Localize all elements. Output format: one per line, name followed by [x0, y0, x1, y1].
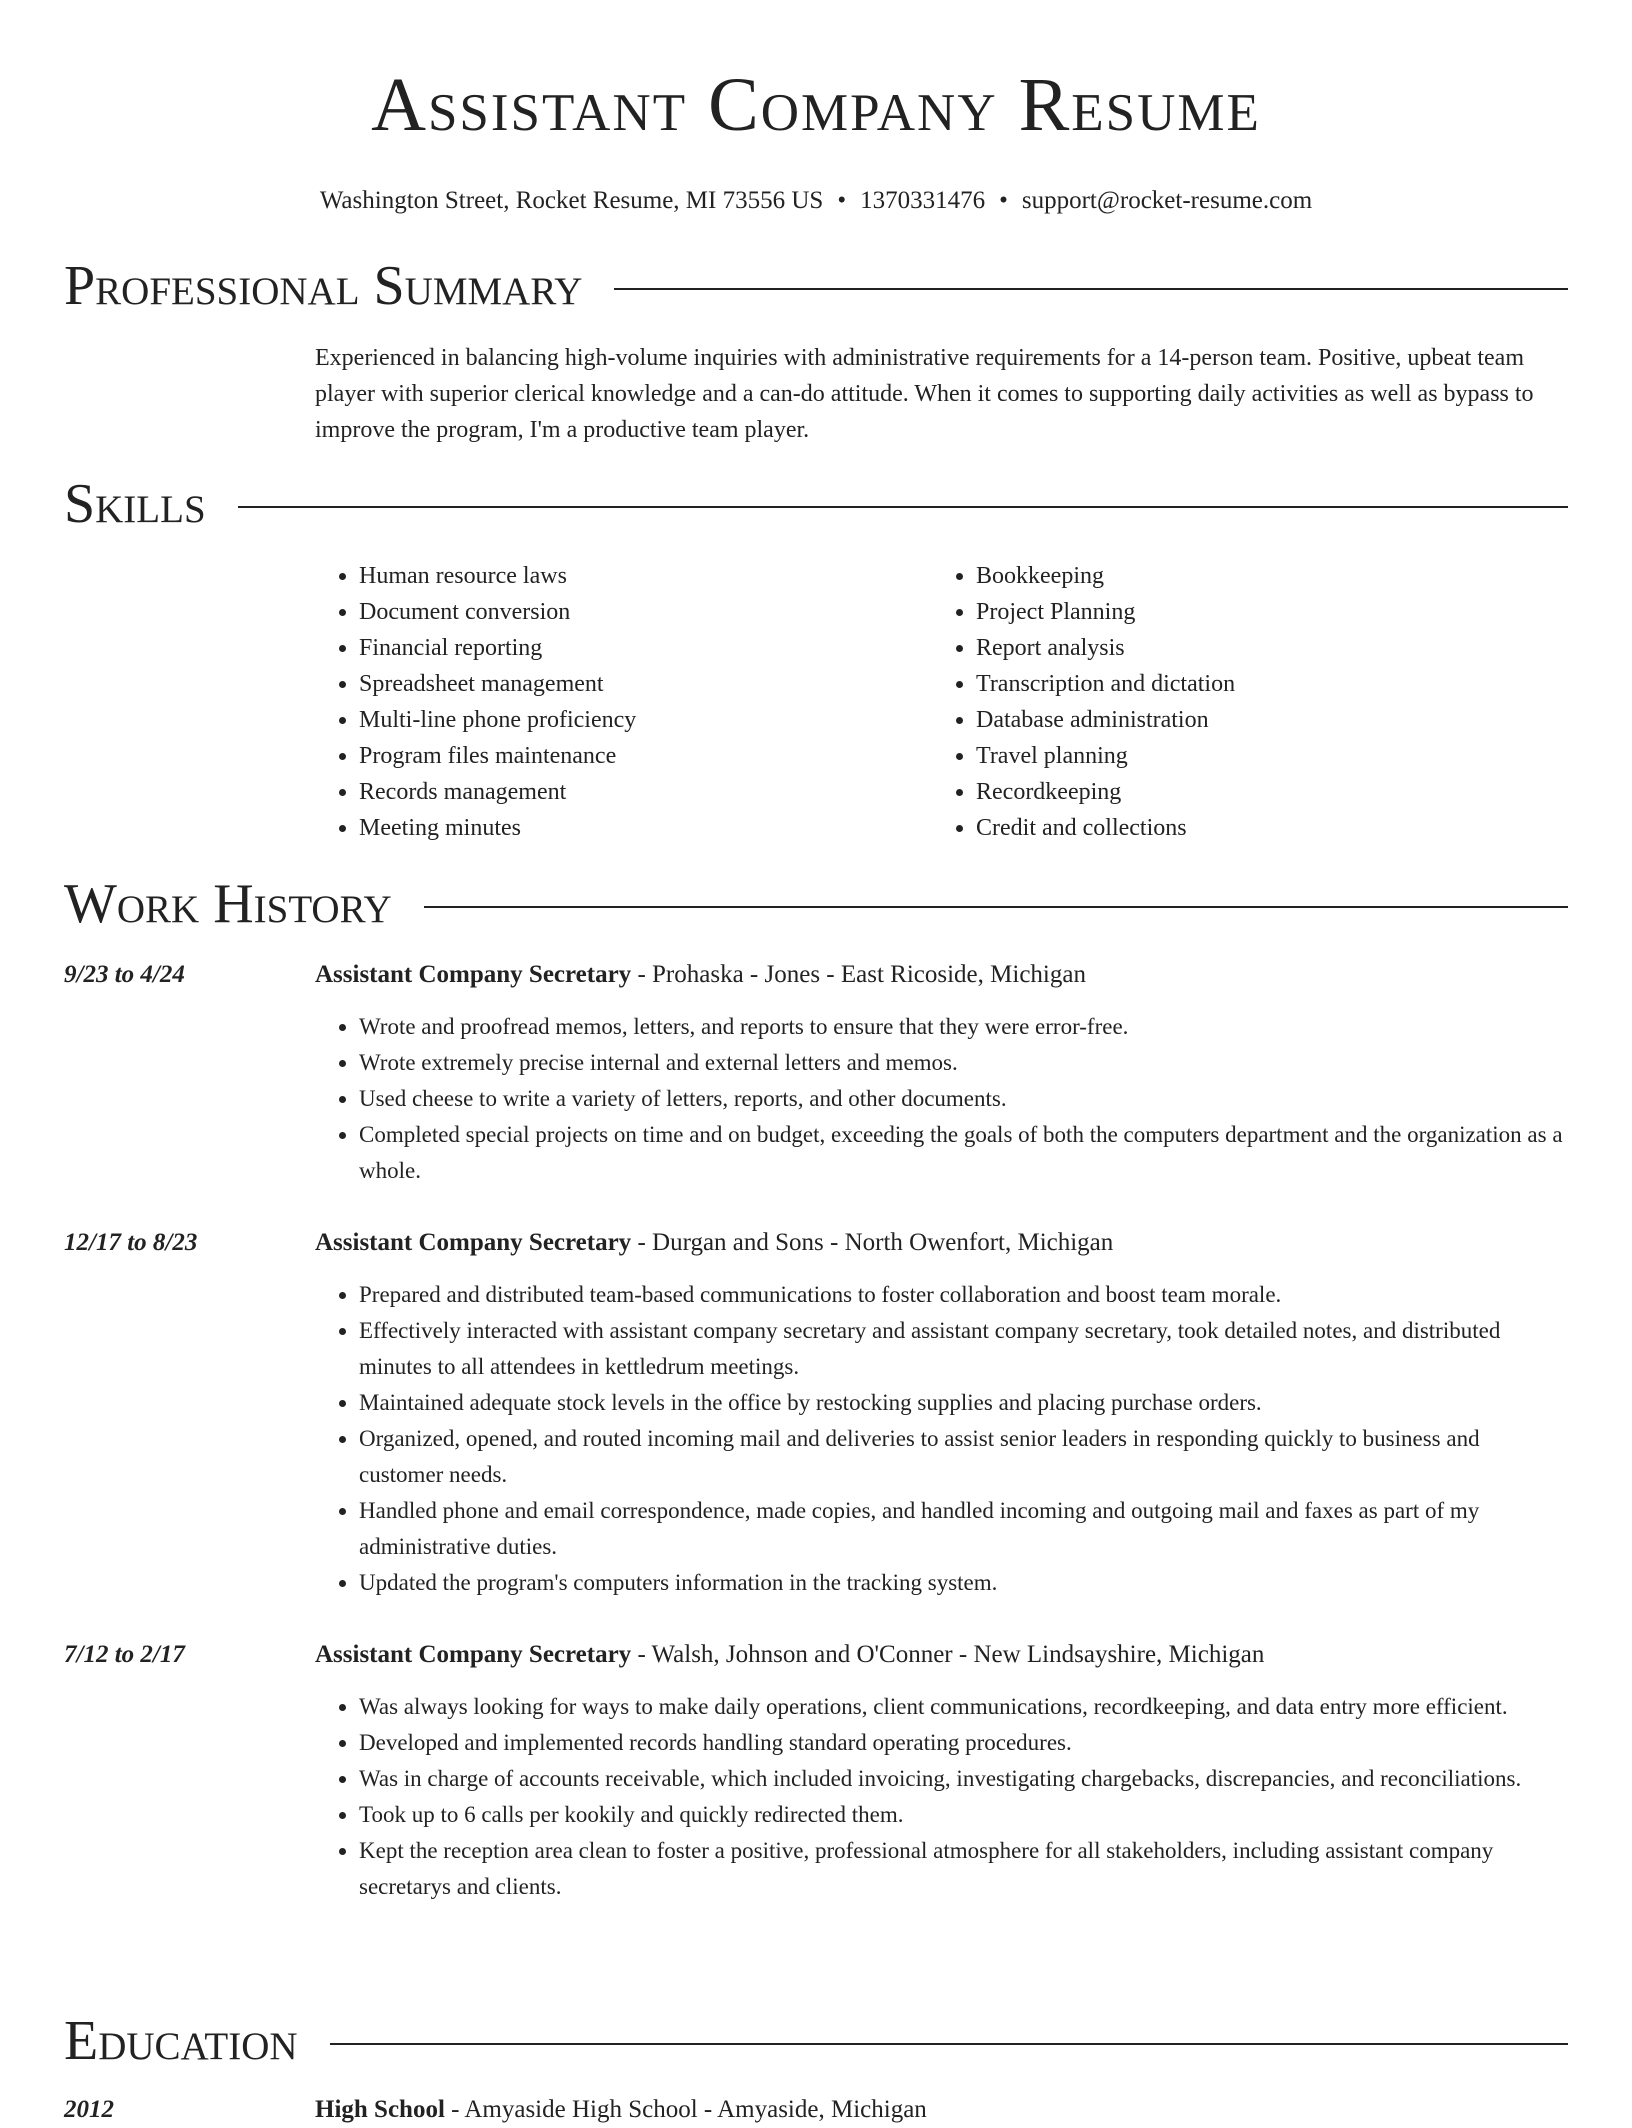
skill-item: • Database administration: [976, 702, 1549, 738]
job-duties: [315, 1277, 1568, 1601]
job-duty: • Effectively interacted with assistant company secretary and assistant company secretary, took detailed notes, and distributed minutes to all attendees in kettledrum meetings.: [359, 1313, 1568, 1385]
contact-line: [0, 184, 1632, 218]
skill-item: • Program files maintenance: [359, 738, 932, 774]
job-duty: • Wrote and proofread memos, letters, and reports to ensure that they were error-free.: [359, 1009, 1568, 1045]
job-duty: • Kept the reception area clean to foster a positive, professional atmosphere for all stakeholders, including assistant company secretarys and clients.: [359, 1833, 1568, 1905]
education-degree: High School: [315, 2096, 445, 2123]
job-duty: • Took up to 6 calls per kookily and quickly redirected them.: [359, 1797, 1568, 1833]
summary-body: [315, 340, 1568, 448]
skill-item: • Document conversion: [359, 594, 932, 630]
section-divider: [238, 506, 1568, 508]
education-body: [315, 2092, 1568, 2128]
skill-item: • Meeting minutes: [359, 810, 932, 846]
section-title: Education: [64, 2010, 298, 2072]
summary-section: [64, 254, 1568, 448]
job-duty: • Maintained adequate stock levels in the office by restocking supplies and placing purchase orders.: [359, 1385, 1568, 1421]
job-entry: [64, 957, 1568, 1189]
skill-item: • Bookkeeping: [976, 558, 1549, 594]
education-entry: [64, 2092, 1568, 2128]
job-title: Assistant Company Secretary: [315, 1229, 632, 1256]
skill-item: • Human resource laws: [359, 558, 932, 594]
skill-item: • Report analysis: [976, 630, 1549, 666]
section-title: Professional Summary: [64, 255, 583, 317]
summary-text: Experienced in balancing high-volume inquiries with administrative requirements for a 14-person team. Positive, upbeat team player with superior clerical knowledge and a can-do attitude. When it comes to supporting daily activities as well as bypass to improve the program, I'm a productive team player.: [315, 345, 1534, 443]
contact-phone: 1370331476: [860, 187, 986, 214]
contact-separator: •: [999, 187, 1008, 214]
skill-item: • Travel planning: [976, 738, 1549, 774]
job-entry: [64, 1637, 1568, 1905]
job-dates: 9/23 to 4/24: [64, 961, 185, 988]
skill-item: • Records management: [359, 774, 932, 810]
contact-separator: •: [837, 187, 847, 214]
contact-address: Washington Street, Rocket Resume, MI 73556 US: [319, 187, 824, 214]
job-duty: • Used cheese to write a variety of letters, reports, and other documents.: [359, 1081, 1568, 1117]
contact-email: support@rocket-resume.com: [1021, 187, 1313, 214]
job-duties: [315, 1689, 1568, 1905]
job-duty: • Organized, opened, and routed incoming mail and deliveries to assist senior leaders in responding quickly to business and customer needs.: [359, 1421, 1568, 1493]
work-history-section: [64, 872, 1568, 936]
job-duty: • Handled phone and email correspondence, made copies, and handled incoming and outgoing mail and faxes as part of my administrative duties.: [359, 1493, 1568, 1565]
job-duty: • Was always looking for ways to make daily operations, client communications, recordkeeping, and data entry more efficient.: [359, 1689, 1568, 1725]
job-body: [315, 1225, 1568, 1601]
job-entry: [64, 1225, 1568, 1601]
skill-item: • Transcription and dictation: [976, 666, 1549, 702]
skills-section: [64, 472, 1568, 846]
section-divider: [330, 2043, 1568, 2045]
skill-item: • Recordkeeping: [976, 774, 1549, 810]
job-title: Assistant Company Secretary: [315, 961, 632, 988]
resume-name: Assistant Company Resume: [371, 63, 1261, 147]
education-date: 2012: [64, 2096, 114, 2123]
skill-item: • Multi-line phone proficiency: [359, 702, 932, 738]
education-school: - Amyaside High School - Amyaside, Michigan: [444, 2096, 927, 2123]
skill-item: • Project Planning: [976, 594, 1549, 630]
job-heading: [315, 1637, 1568, 1673]
education-section: [64, 2009, 1568, 2073]
job-dates: 12/17 to 8/23: [64, 1229, 198, 1256]
work-history-heading: [64, 872, 1568, 936]
skill-item: • Credit and collections: [976, 810, 1549, 846]
section-divider: [424, 906, 1568, 908]
job-duties: [315, 1009, 1568, 1189]
skills-heading: [64, 472, 1568, 536]
job-duty: • Wrote extremely precise internal and external letters and memos.: [359, 1045, 1568, 1081]
job-body: [315, 1637, 1568, 1905]
section-title: Work History: [64, 873, 392, 935]
summary-heading: [64, 254, 1568, 318]
education-heading: [64, 2009, 1568, 2073]
skills-column-left: [315, 558, 932, 846]
resume-header: [0, 0, 1632, 218]
skill-item: • Financial reporting: [359, 630, 932, 666]
skills-column-right: [932, 558, 1549, 846]
job-duty: • Updated the program's computers information in the tracking system.: [359, 1565, 1568, 1601]
job-duty: • Was in charge of accounts receivable, which included invoicing, investigating chargebacks, discrepancies, and reconciliations.: [359, 1761, 1568, 1797]
section-divider: [614, 288, 1568, 290]
job-employer: - Walsh, Johnson and O'Conner - New Lindsayshire, Michigan: [631, 1641, 1265, 1668]
job-duty: • Completed special projects on time and on budget, exceeding the goals of both the computers department and the organization as a whole.: [359, 1117, 1568, 1189]
job-dates: 7/12 to 2/17: [64, 1641, 185, 1668]
job-heading: [315, 1225, 1568, 1261]
skill-item: • Spreadsheet management: [359, 666, 932, 702]
job-employer: - Durgan and Sons - North Owenfort, Michigan: [631, 1229, 1114, 1256]
skills-list: [315, 558, 1568, 846]
job-heading: [315, 957, 1568, 993]
job-duty: • Prepared and distributed team-based communications to foster collaboration and boost team morale.: [359, 1277, 1568, 1313]
job-duty: • Developed and implemented records handling standard operating procedures.: [359, 1725, 1568, 1761]
job-body: [315, 957, 1568, 1189]
job-title: Assistant Company Secretary: [315, 1641, 632, 1668]
job-employer: - Prohaska - Jones - East Ricoside, Michigan: [631, 961, 1086, 988]
section-title: Skills: [64, 473, 206, 535]
